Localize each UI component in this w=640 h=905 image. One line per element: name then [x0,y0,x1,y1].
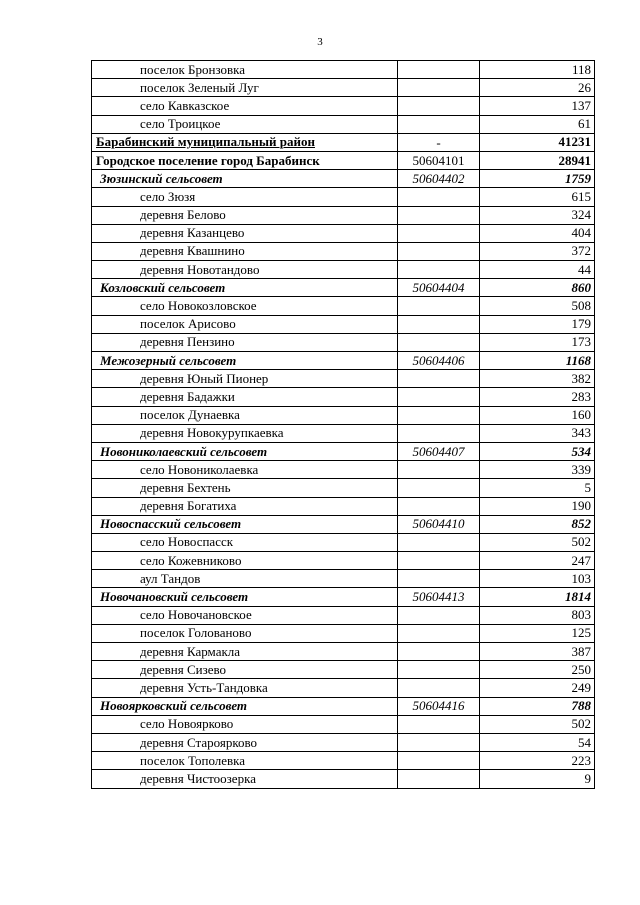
table-row [92,697,595,715]
settlement-name-cell [92,97,398,115]
table-row [92,206,595,224]
okato-code [398,643,480,661]
population-value: 28941 [480,151,595,169]
settlement-name: деревня Новотандово [140,261,260,277]
table-row [92,151,595,169]
table-row [92,333,595,351]
settlement-name: деревня Бехтень [140,479,231,495]
settlement-name: поселок Бронзовка [140,61,246,77]
population-value: 118 [480,61,595,79]
table-row [92,188,595,206]
settlement-name-cell [92,497,398,515]
settlement-name-cell [92,261,398,279]
okato-code [398,770,480,788]
settlement-name: село Новочановское [140,607,252,623]
settlement-name-cell [92,533,398,551]
okato-code [398,424,480,442]
table-row [92,515,595,533]
settlement-name: деревня Кармакла [140,643,241,659]
settlement-name-cell [92,643,398,661]
settlement-name-cell [92,79,398,97]
settlement-name-cell [92,515,398,533]
settlement-name: село Троицкое [140,116,221,132]
okato-code [398,606,480,624]
settlement-name: село Новоспасск [140,534,234,550]
settlement-name: село Кожевниково [140,552,242,568]
table-row [92,479,595,497]
population-value: 343 [480,424,595,442]
okato-code [398,497,480,515]
settlement-name: Барабинский муниципальный район [96,134,315,150]
settlement-name: деревня Сизево [140,661,227,677]
population-value: 1814 [480,588,595,606]
settlements-table [91,60,595,789]
okato-code [398,570,480,588]
settlement-name: деревня Бадажки [140,388,235,404]
settlement-name-cell [92,770,398,788]
settlement-name: Новоспасский сельсовет [100,516,242,532]
settlement-name-cell [92,61,398,79]
settlement-name-cell [92,188,398,206]
settlement-name: деревня Чистоозерка [140,770,256,786]
settlement-name-cell [92,315,398,333]
okato-code [398,461,480,479]
table-row [92,552,595,570]
settlement-name-cell [92,224,398,242]
population-value: 190 [480,497,595,515]
table-row [92,370,595,388]
table-row [92,752,595,770]
settlement-name-cell [92,370,398,388]
okato-code: 50604410 [398,515,480,533]
okato-code: 50604101 [398,151,480,169]
okato-code [398,479,480,497]
table-row [92,588,595,606]
settlement-name-cell [92,279,398,297]
table-row [92,388,595,406]
population-value: 508 [480,297,595,315]
population-value: 41231 [480,133,595,151]
population-value: 5 [480,479,595,497]
okato-code [398,315,480,333]
population-value: 860 [480,279,595,297]
population-value: 852 [480,515,595,533]
settlement-name-cell [92,552,398,570]
settlement-name-cell [92,424,398,442]
table-row [92,533,595,551]
settlement-name-cell [92,297,398,315]
table-row [92,170,595,188]
settlement-name-cell [92,661,398,679]
population-value: 137 [480,97,595,115]
okato-code [398,715,480,733]
settlement-name-cell [92,406,398,424]
settlement-name-cell [92,115,398,133]
population-value: 44 [480,261,595,279]
table-row [92,115,595,133]
okato-code [398,552,480,570]
okato-code [398,79,480,97]
okato-code [398,333,480,351]
population-value: 125 [480,624,595,642]
settlement-name-cell [92,715,398,733]
settlement-name-cell [92,752,398,770]
population-value: 1168 [480,352,595,370]
population-value: 173 [480,333,595,351]
settlement-name: деревня Усть-Тандовка [140,679,268,695]
population-value: 54 [480,733,595,751]
population-value: 382 [480,370,595,388]
settlement-name-cell [92,170,398,188]
settlement-name: Новочановский сельсовет [100,589,249,605]
population-value: 223 [480,752,595,770]
settlement-name: поселок Зеленый Луг [140,79,259,95]
settlement-name: село Кавказское [140,97,230,113]
settlement-name: деревня Пензино [140,334,235,350]
settlement-name: деревня Богатиха [140,498,237,514]
table-row [92,279,595,297]
okato-code: 50604402 [398,170,480,188]
settlement-name: деревня Юный Пионер [140,370,269,386]
okato-code: 50604416 [398,697,480,715]
population-value: 803 [480,606,595,624]
okato-code [398,679,480,697]
population-value: 502 [480,715,595,733]
settlement-name: деревня Новокурупкаевка [140,425,284,441]
okato-code [398,224,480,242]
settlement-name: поселок Голованово [140,625,252,641]
table-row [92,570,595,588]
table-row [92,733,595,751]
settlement-name-cell [92,206,398,224]
okato-code: 50604406 [398,352,480,370]
settlement-name-cell [92,461,398,479]
table-row [92,97,595,115]
settlement-name-cell [92,242,398,260]
table-row [92,61,595,79]
settlement-name: село Новокозловское [140,298,257,314]
population-value: 9 [480,770,595,788]
okato-code: 50604407 [398,442,480,460]
population-value: 250 [480,661,595,679]
population-value: 283 [480,388,595,406]
table-row [92,352,595,370]
table-row [92,79,595,97]
table-row [92,261,595,279]
table-row [92,497,595,515]
settlement-name: село Новоярково [140,716,234,732]
settlement-name-cell [92,442,398,460]
settlement-name: аул Тандов [140,570,201,586]
table-row [92,606,595,624]
population-value: 788 [480,697,595,715]
settlement-name: поселок Тополевка [140,752,246,768]
population-value: 103 [480,570,595,588]
settlement-name: деревня Белово [140,207,226,223]
settlement-name: поселок Арисово [140,316,236,332]
settlement-name-cell [92,733,398,751]
table-row [92,661,595,679]
okato-code [398,733,480,751]
table-row [92,715,595,733]
table-row [92,679,595,697]
settlement-name: поселок Дунаевка [140,407,240,423]
population-value: 339 [480,461,595,479]
population-value: 324 [480,206,595,224]
okato-code [398,297,480,315]
population-value: 372 [480,242,595,260]
okato-code [398,533,480,551]
population-value: 387 [480,643,595,661]
table-row [92,424,595,442]
settlement-name: Зюзинский сельсовет [100,170,223,186]
table-row [92,624,595,642]
settlement-name-cell [92,588,398,606]
settlement-name: Новониколаевский сельсовет [100,443,268,459]
table-row [92,643,595,661]
okato-code [398,661,480,679]
table-row [92,315,595,333]
settlement-name: деревня Квашнино [140,243,245,259]
settlement-name-cell [92,151,398,169]
table-row [92,224,595,242]
settlement-name: деревня Староярково [140,734,258,750]
settlement-name-cell [92,697,398,715]
population-value: 1759 [480,170,595,188]
okato-code [398,624,480,642]
okato-code [398,752,480,770]
okato-code [398,242,480,260]
settlement-name-cell [92,624,398,642]
population-value: 404 [480,224,595,242]
population-value: 615 [480,188,595,206]
okato-code: 50604404 [398,279,480,297]
okato-code [398,188,480,206]
settlement-name: село Зюзя [140,188,196,204]
population-value: 534 [480,442,595,460]
settlement-name-cell [92,606,398,624]
settlement-name-cell [92,388,398,406]
settlement-name: село Новониколаевка [140,461,259,477]
okato-code: - [398,133,480,151]
okato-code [398,388,480,406]
settlement-name: деревня Казанцево [140,225,245,241]
population-value: 160 [480,406,595,424]
settlement-name-cell [92,679,398,697]
okato-code [398,370,480,388]
population-value: 247 [480,552,595,570]
settlement-name-cell [92,133,398,151]
settlement-name-cell [92,570,398,588]
table-row [92,242,595,260]
table-row [92,406,595,424]
population-value: 502 [480,533,595,551]
settlement-name: Городское поселение город Барабинск [96,152,320,168]
okato-code [398,261,480,279]
settlement-name: Новоярковский сельсовет [100,698,248,714]
okato-code [398,115,480,133]
page-number: 3 [317,36,323,48]
population-value: 249 [480,679,595,697]
settlement-name-cell [92,352,398,370]
settlement-name: Межозерный сельсовет [100,352,237,368]
table-row [92,461,595,479]
population-value: 179 [480,315,595,333]
okato-code: 50604413 [398,588,480,606]
population-value: 26 [480,79,595,97]
okato-code [398,61,480,79]
table-row [92,297,595,315]
table-row [92,133,595,151]
table-row [92,442,595,460]
table-body [92,61,595,789]
table-row [92,770,595,788]
settlement-name-cell [92,479,398,497]
settlement-name: Козловский сельсовет [100,279,226,295]
okato-code [398,206,480,224]
population-value: 61 [480,115,595,133]
okato-code [398,97,480,115]
settlement-name-cell [92,333,398,351]
okato-code [398,406,480,424]
